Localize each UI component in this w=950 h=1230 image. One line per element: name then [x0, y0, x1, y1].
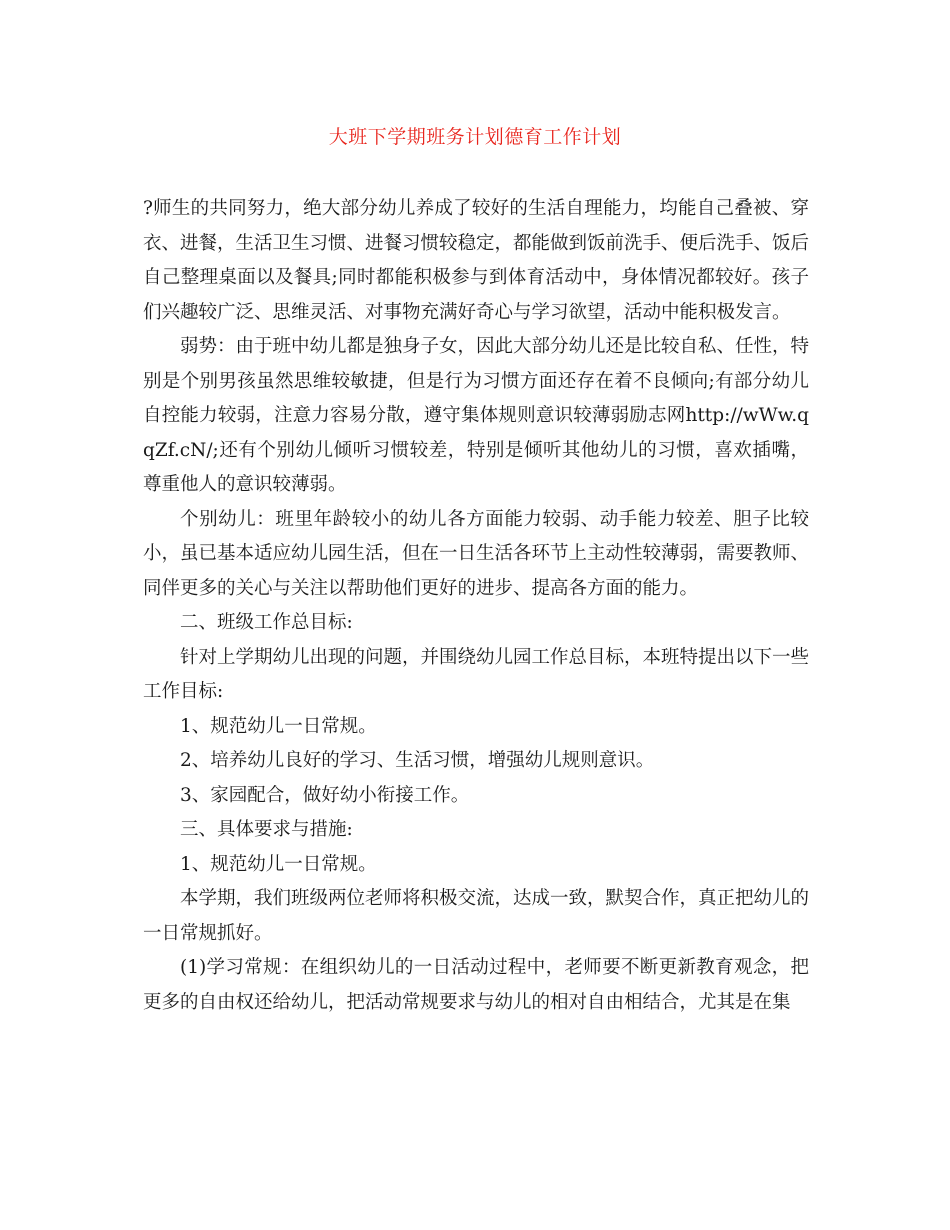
document-title: 大班下学期班务计划德育工作计划	[328, 126, 622, 148]
document-body	[143, 192, 809, 1020]
goal-item-3: 3、家园配合，做好幼小衔接工作。	[180, 784, 470, 806]
measure-item-1: 1、规范幼儿一日常规。	[180, 853, 377, 875]
paragraph-semester: 本学期，我们班级两位老师将积极交流，达成一致，默契合作，真正把幼儿的一日常规抓好。	[143, 888, 810, 944]
paragraph-goals-intro: 针对上学期幼儿出现的问题，并围绕幼儿园工作总目标，本班特提出以下一些工作目标:	[143, 646, 810, 702]
paragraph-individual-children: 个别幼儿：班里年龄较小的幼儿各方面能力较弱、动手能力较差、胆子比较小，虽已基本适应幼儿园生活，但在一日生活各环节上主动性较薄弱，需要教师、同伴更多的关心与关注以帮助他们更好的进步、提高各方面的能力。	[143, 508, 810, 599]
paragraph-strengths: ?师生的共同努力，绝大部分幼儿养成了较好的生活自理能力，均能自己叠被、穿衣、进餐，生活卫生习惯、进餐习惯较稳定，都能做到饭前洗手、便后洗手、饭后自己整理桌面以及餐具;同时都能积极参与到体育活动中，身体情况都较好。孩子们兴趣较广泛、思维灵活、对事物充满好奇心与学习欲望，活动中能积极发言。	[143, 198, 810, 323]
paragraph-weaknesses: 弱势：由于班中幼儿都是独身子女，因此大部分幼儿还是比较自私、任性，特别是个别男孩虽然思维较敏捷，但是行为习惯方面还存在着不良倾向;有部分幼儿自控能力较弱，注意力容易分散，遵守集体规则意识较薄弱励志网http://wWw.qqZf.cN/;还有个别幼儿倾听习惯较差，特别是倾听其他幼儿的习惯，喜欢插嘴，尊重他人的意识较薄弱。	[143, 336, 810, 495]
goal-item-1: 1、规范幼儿一日常规。	[180, 715, 377, 737]
goal-item-2: 2、培养幼儿良好的学习、生活习惯，增强幼儿规则意识。	[180, 750, 655, 771]
section-heading-measures: 三、具体要求与措施:	[180, 819, 353, 840]
paragraph-learning-routine: (1)学习常规：在组织幼儿的一日活动过程中，老师要不断更新教育观念，把更多的自由权还给幼儿，把活动常规要求与幼儿的相对自由相结合，尤其是在集	[143, 957, 809, 1013]
section-heading-goals: 二、班级工作总目标:	[180, 612, 353, 633]
